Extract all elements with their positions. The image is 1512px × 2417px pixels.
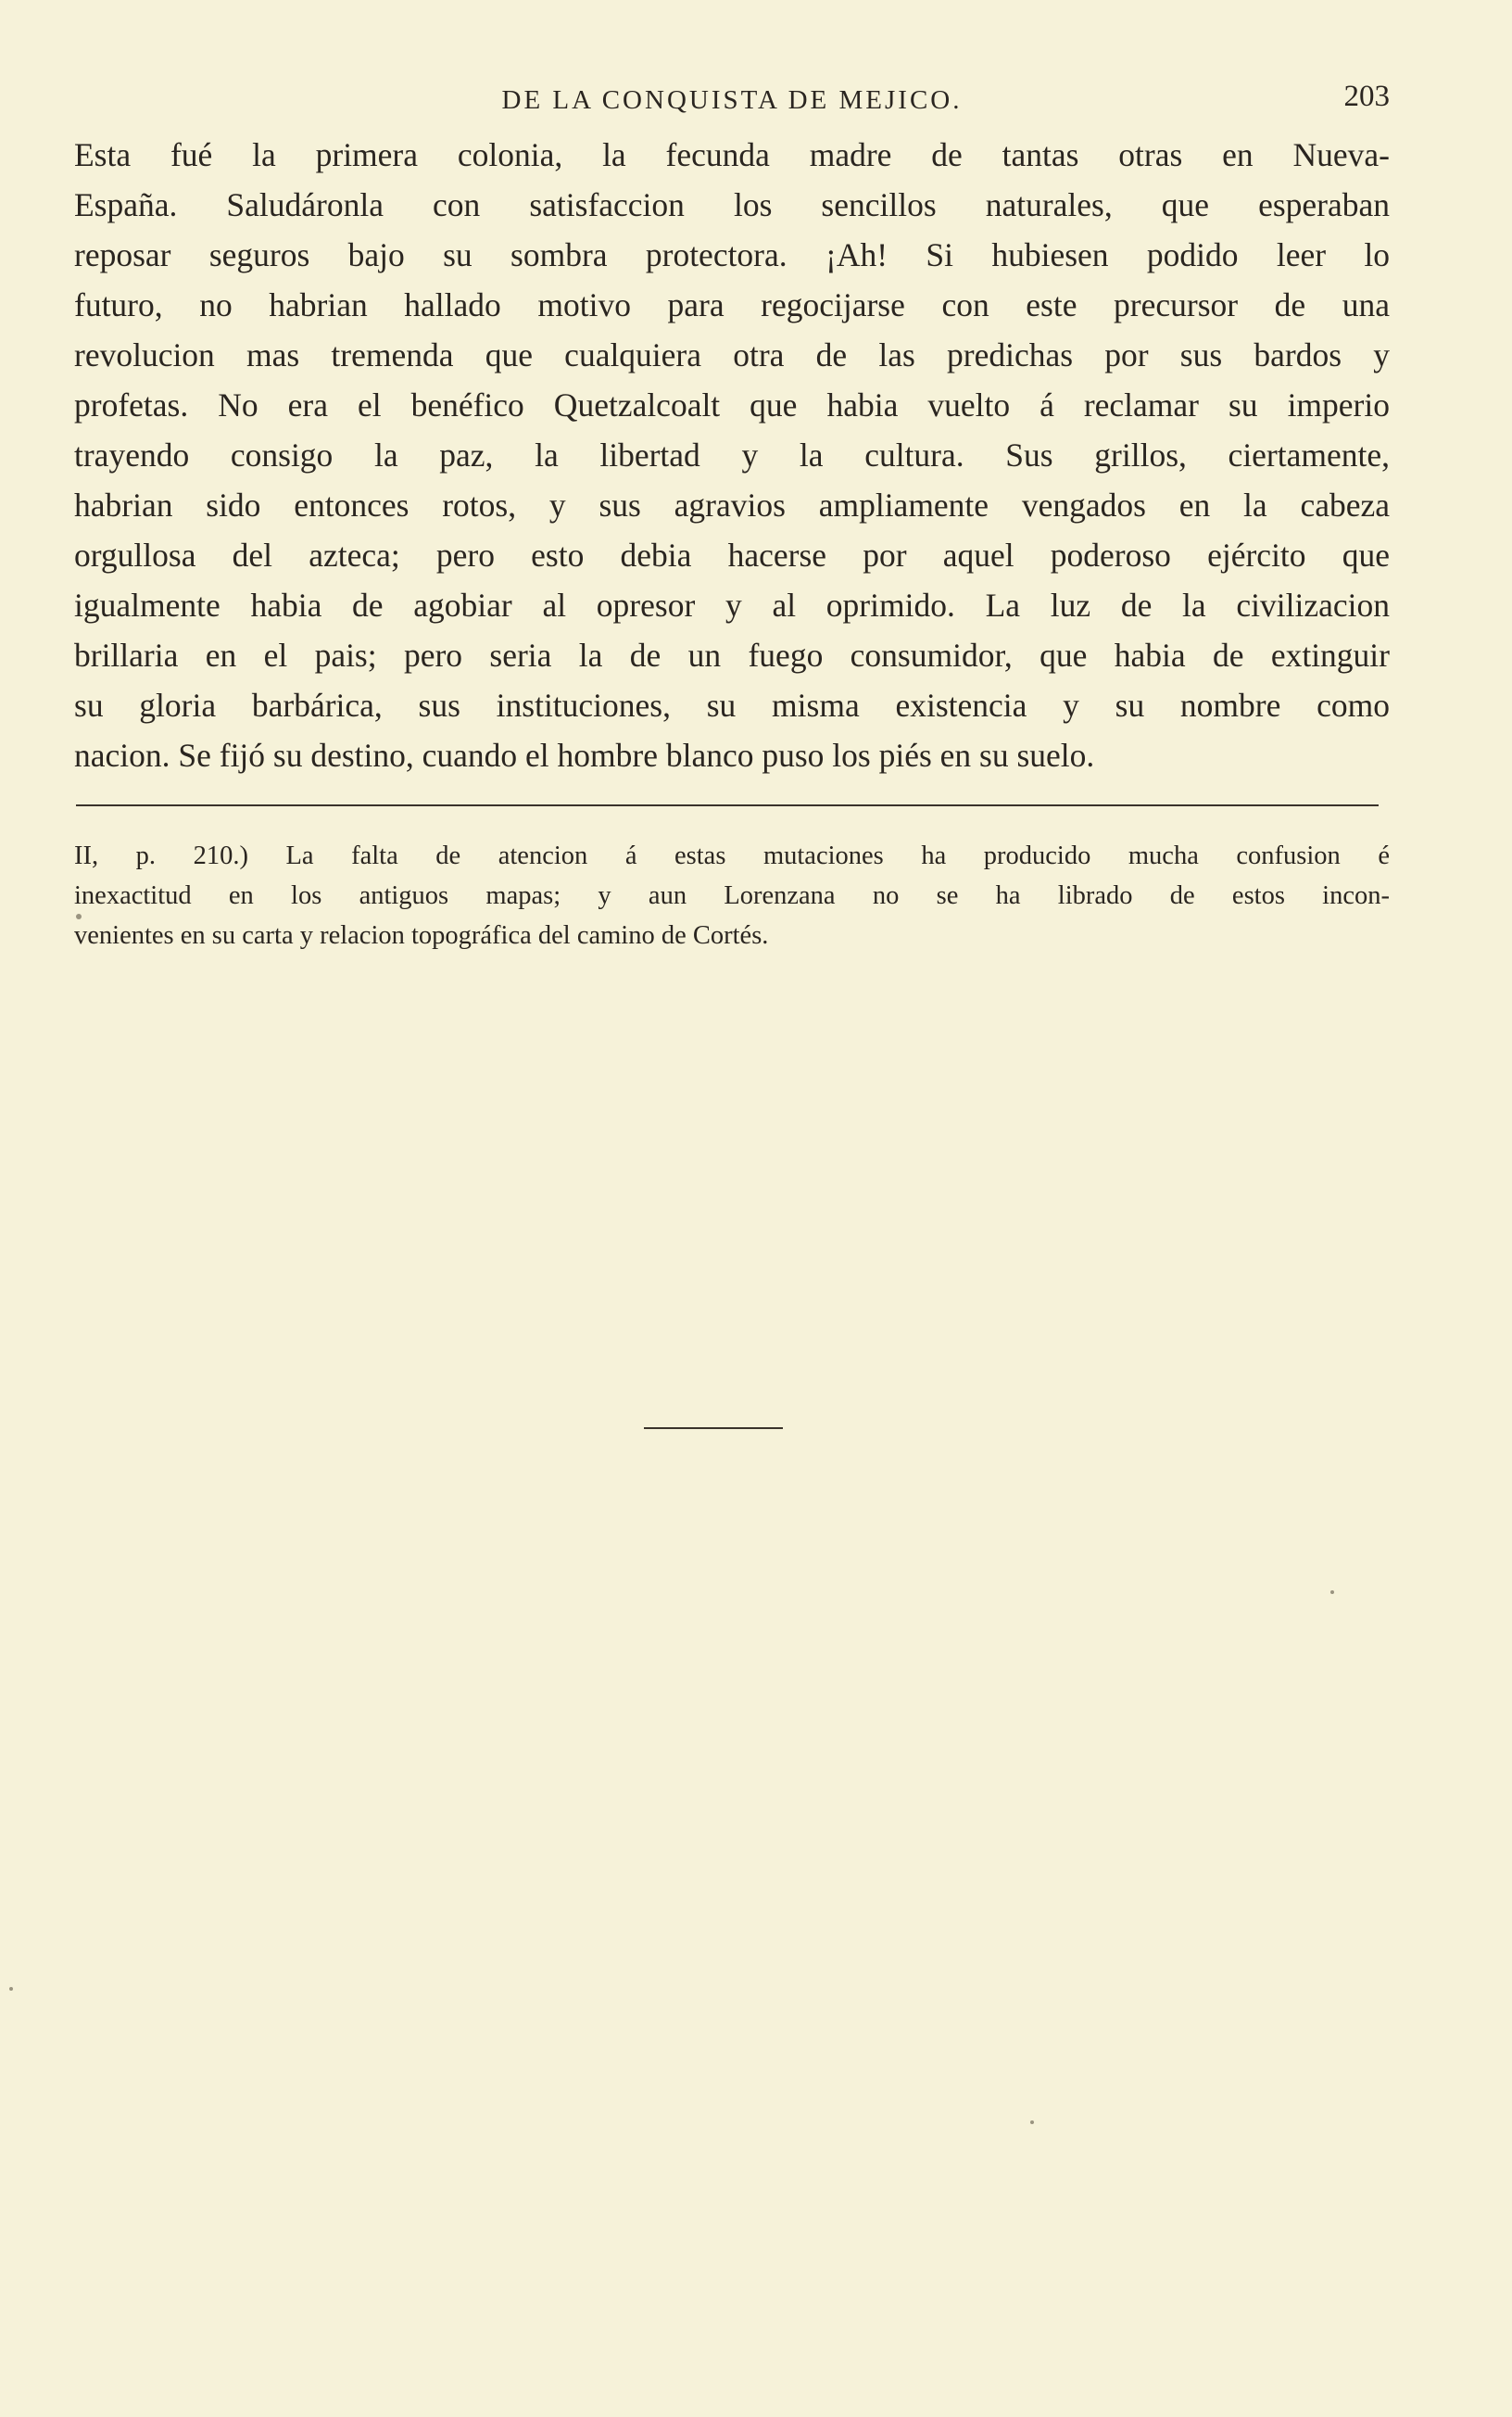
body-line: trayendo consigo la paz, la libertad y la cultura. Sus grillos, ciertamente, [74,437,1390,474]
body-line: Esta fué la primera colonia, la fecunda madre de tantas otras en Nueva- [74,136,1390,173]
body-line: brillaria en el pais; pero seria la de un fuego consumidor, que habia de extinguir [74,637,1390,674]
footnote [74,836,1390,955]
paper-speck [9,1987,13,1991]
footnote-line: venientes en su carta y relacion topográfica del camino de Cortés. [74,921,769,950]
body-line: su gloria barbárica, sus instituciones, su misma existencia y su nombre como [74,687,1390,724]
running-title: DE LA CONQUISTA DE MEJICO. [501,85,963,115]
body-line: futuro, no habrian hallado motivo para regocijarse con este precursor de una [74,286,1390,323]
body-line: igualmente habia de agobiar al opresor y al oprimido. La luz de la civilizacion [74,587,1390,624]
body-line: orgullosa del azteca; pero esto debia hacerse por aquel poderoso ejército que [74,537,1390,574]
body-line: nacion. Se fijó su destino, cuando el hombre blanco puso los piés en su suelo. [74,737,1095,774]
body-line: reposar seguros bajo su sombra protectora. ¡Ah! Si hubiesen podido leer lo [74,236,1390,273]
footnote-divider [76,804,1379,806]
end-divider [644,1427,783,1429]
paper-speck [1030,2120,1034,2124]
body-line: revolucion mas tremenda que cualquiera otra de las predichas por sus bardos y [74,336,1390,373]
paper-speck [76,914,82,919]
body-line: profetas. No era el benéfico Quetzalcoalt que habia vuelto á reclamar su imperio [74,386,1390,424]
footnote-line: inexactitud en los antiguos mapas; y aun Lorenzana no se ha librado de estos incon- [74,881,1390,910]
running-header [74,80,1390,122]
page-number: 203 [1343,80,1390,113]
body-line: España. Saludáronla con satisfaccion los sencillos naturales, que esperaban [74,186,1390,223]
footnote-line: II, p. 210.) La falta de atencion á estas mutaciones ha producido mucha confusion é [74,842,1390,870]
body-line: habrian sido entonces rotos, y sus agravios ampliamente vengados en la cabeza [74,487,1390,524]
paper-speck [1330,1590,1334,1594]
body-paragraph [74,130,1390,780]
